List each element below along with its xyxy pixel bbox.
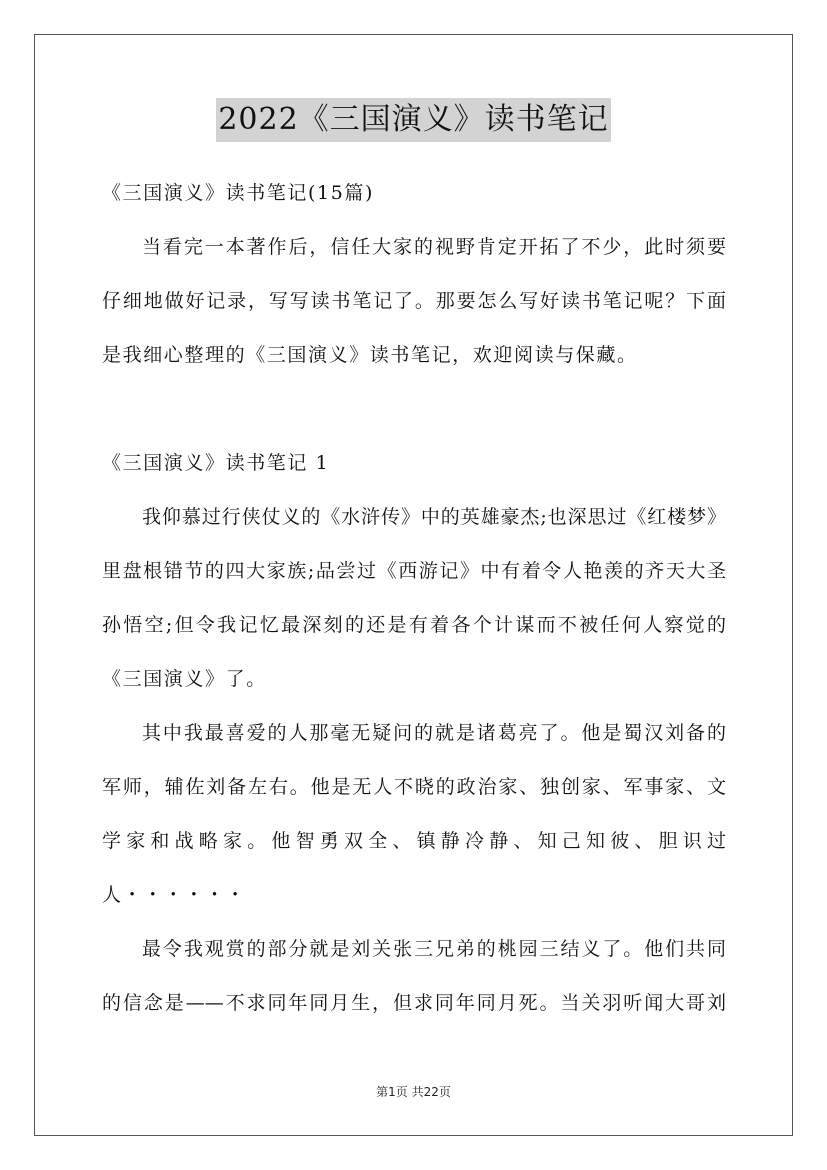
page-footer: 第1页 共22页 xyxy=(376,1085,451,1099)
section-heading: 《三国演义》读书笔记 1 xyxy=(102,452,330,474)
para1-line-1: 我仰慕过行侠仗义的《水浒传》中的英雄豪杰;也深思过《红楼梦》 xyxy=(142,506,726,528)
para1-line-2: 里盘根错节的四大家族;品尝过《西游记》中有着令人艳羡的齐天大圣 xyxy=(102,560,726,582)
intro-line-1: 当看完一本著作后，信任大家的视野肯定开拓了不少，此时须要 xyxy=(142,236,726,258)
intro-line-2: 仔细地做好记录，写写读书笔记了。那要怎么写好读书笔记呢？下面 xyxy=(102,290,726,312)
subtitle: 《三国演义》读书笔记(15篇) xyxy=(102,182,375,204)
para1-line-4: 《三国演义》了。 xyxy=(102,668,267,690)
para3-line-2: 的信念是——不求同年同月生，但求同年同月死。当关羽听闻大哥刘 xyxy=(102,992,726,1014)
para2-line-1: 其中我最喜爱的人那毫无疑问的就是诸葛亮了。他是蜀汉刘备的 xyxy=(142,722,726,744)
para1-line-3: 孙悟空;但令我记忆最深刻的还是有着各个计谋而不被任何人察觉的 xyxy=(102,614,726,636)
para2-line-2: 军师，辅佐刘备左右。他是无人不晓的政治家、独创家、军事家、文 xyxy=(102,776,726,798)
para3-line-1: 最令我观赏的部分就是刘关张三兄弟的桃园三结义了。他们共同 xyxy=(142,938,726,960)
para2-line-4: 人・・・・・・ xyxy=(102,884,247,906)
para2-line-3: 学家和战略家。他智勇双全、镇静冷静、知己知彼、胆识过 xyxy=(102,830,726,852)
intro-line-3: 是我细心整理的《三国演义》读书笔记，欢迎阅读与保藏。 xyxy=(102,344,638,366)
document-title: 2022《三国演义》读书笔记 xyxy=(216,98,610,142)
title-container xyxy=(0,98,827,142)
